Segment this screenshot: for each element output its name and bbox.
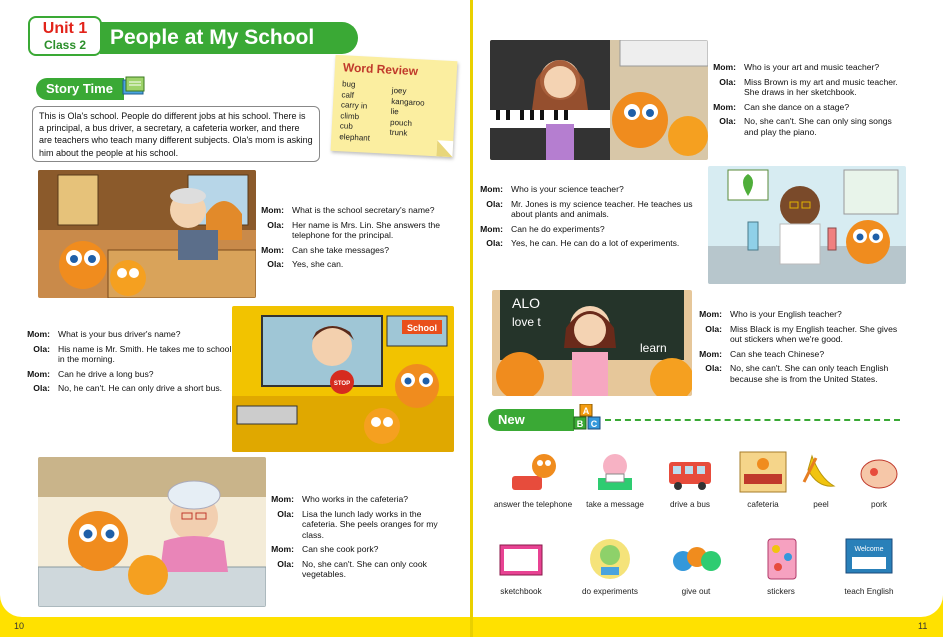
speaker: Ola: [267, 219, 284, 230]
page-title: People at My School [110, 26, 315, 49]
speaker: Ola: [267, 259, 284, 269]
art-dialog [708, 62, 908, 141]
line-text: Yes, he can. He can do a lot of experiments. [511, 238, 680, 248]
dialog-line [266, 544, 458, 555]
unit-badge [28, 16, 102, 56]
board-text-2: love t [512, 315, 541, 329]
dialog-line [256, 205, 456, 216]
word-label: take a message [586, 500, 644, 509]
review-word: elephant [339, 131, 371, 143]
review-word: calf [341, 89, 355, 100]
telephone-icon [506, 448, 560, 496]
dialog-line [475, 224, 705, 235]
speaker: Ola: [277, 558, 294, 569]
experiment-icon [583, 535, 637, 583]
dialog-line [694, 349, 906, 360]
speaker: Ola: [705, 323, 722, 334]
cafeteria-dialog [266, 494, 458, 584]
review-word: cub [339, 121, 354, 131]
unit-label: Unit 1 [42, 20, 88, 37]
title-bar [100, 22, 358, 54]
line-text: Miss Brown is my art and music teacher. She draws in her sketchbook. [744, 76, 898, 97]
speaker: Mom: [261, 205, 284, 215]
dialog-line [475, 184, 705, 195]
word-answer-the-telephone [488, 448, 578, 509]
word-label: sketchbook [500, 587, 542, 596]
message-icon [588, 448, 642, 496]
stop-sign-text: STOP [333, 381, 351, 387]
speaker: Mom: [699, 309, 722, 319]
speaker: Mom: [27, 368, 50, 379]
bus-icon [663, 448, 717, 496]
board-text-3: learn [640, 341, 667, 355]
secretary-illustration [38, 170, 256, 298]
block-letter-a: A [582, 406, 590, 416]
page-number-right: 11 [918, 621, 928, 631]
english-dialog [694, 309, 906, 388]
speaker: Ola: [705, 363, 722, 373]
give-out-icon [669, 535, 723, 583]
review-word: lie [390, 106, 399, 117]
dialog-line [475, 199, 705, 220]
line-text: Mr. Jones is my science teacher. He teaches us about plants and animals. [511, 198, 693, 219]
word-review-col2 [389, 86, 425, 140]
line-text: Her name is Mrs. Lin. She answers the telephone for the principal. [292, 219, 441, 240]
word-label: cafeteria [747, 500, 779, 509]
dialog-line [266, 559, 458, 580]
line-text: Lisa the lunch lady works in the cafeteria. She peels oranges for my class. [302, 508, 438, 540]
secretary-dialog [256, 205, 456, 274]
review-word: trunk [389, 127, 408, 138]
story-time-label: Story Time [46, 81, 113, 96]
word-review-title: Word Review [342, 60, 419, 79]
word-sketchbook [476, 535, 566, 596]
dialog-line [694, 363, 906, 384]
line-text: No, she can't. She can only cook vegetables. [302, 558, 427, 579]
stickers-icon [754, 535, 808, 583]
word-teach-english [824, 535, 914, 596]
note-curl [436, 140, 453, 157]
line-text: Can he do experiments? [511, 223, 605, 234]
sketchbook-icon [494, 535, 548, 583]
line-text: Yes, she can. [292, 259, 344, 269]
science-illustration [708, 166, 906, 284]
word-do-experiments [565, 535, 655, 596]
dialog-line [22, 369, 232, 380]
dialog-line [256, 220, 456, 241]
word-label: do experiments [582, 587, 638, 596]
line-text: No, she can't. She can only teach English because she is from the United States. [730, 363, 889, 384]
speaker: Ola: [719, 76, 736, 87]
story-intro: This is Ola's school. People do different jobs at his school. There is a principal, a bus driver, a secretary, a cafeteria worker, and there are teachers who teach many different subjects. Ola's mom is asking him about the people at his school. [32, 106, 320, 162]
dialog-line [22, 329, 232, 340]
tv-welcome-text: Welcome [854, 546, 884, 553]
line-text: Who is your English teacher? [730, 309, 842, 319]
line-text: No, he can't. He can only drive a short bus. [58, 383, 223, 393]
new-words-heading [488, 409, 574, 449]
speaker: Mom: [271, 494, 294, 504]
speaker: Mom: [713, 101, 736, 112]
word-label: stickers [767, 587, 795, 596]
word-review-col1 [339, 79, 373, 144]
cafeteria-illustration [38, 457, 266, 607]
dialog-line [475, 238, 705, 249]
speaker: Ola: [719, 116, 736, 126]
block-letter-c: C [590, 419, 598, 429]
word-label: pork [871, 500, 887, 509]
english-illustration [492, 290, 692, 396]
page-number-left: 10 [14, 621, 25, 631]
word-label: teach English [844, 587, 894, 596]
word-give-out [651, 535, 741, 596]
teach-english-icon [842, 535, 896, 583]
speaker: Ola: [33, 343, 50, 354]
dialog-line [708, 62, 908, 73]
speaker: Mom: [699, 348, 722, 359]
line-text: Can he drive a long bus? [58, 368, 154, 379]
word-label: give out [681, 587, 711, 596]
line-text: Who is your art and music teacher? [744, 62, 880, 72]
speaker: Mom: [480, 223, 503, 234]
line-text: No, she can't. She can only sing songs and play the piano. [744, 116, 892, 137]
art-music-illustration [490, 40, 708, 160]
speaker: Mom: [713, 62, 736, 72]
word-stickers [736, 535, 826, 596]
dialog-line [256, 245, 456, 256]
dialog-line [266, 509, 458, 541]
new-words-divider [605, 419, 900, 421]
dialog-line [708, 77, 908, 98]
board-text-1: ALO [512, 295, 541, 311]
bus-illustration [232, 306, 454, 452]
dialog-line [708, 102, 908, 113]
line-text: What is the school secretary's name? [292, 205, 435, 215]
review-word: joey [391, 85, 407, 96]
bus-dialog [22, 329, 232, 398]
line-text: Can she cook pork? [302, 544, 379, 554]
bus-school-sign: School [406, 323, 438, 333]
dialog-line [256, 259, 456, 270]
review-word: climb [340, 110, 360, 121]
line-text: Miss Black is my English teacher. She gives out stickers when we're good. [730, 323, 898, 344]
word-label: drive a bus [669, 500, 711, 509]
pork-icon [852, 448, 906, 496]
review-word: kangaroo [391, 96, 425, 108]
dialog-line [22, 383, 232, 394]
science-dialog [475, 184, 705, 253]
line-text: Who is your science teacher? [511, 184, 624, 194]
review-word: pouch [389, 117, 413, 128]
abc-blocks-icon [572, 404, 604, 434]
line-text: Can she teach Chinese? [730, 348, 825, 359]
word-label: peel [813, 500, 829, 509]
word-label: answer the telephone [493, 500, 573, 509]
line-text: Who works in the cafeteria? [302, 494, 409, 504]
dialog-line [266, 494, 458, 505]
speaker: Ola: [33, 383, 50, 393]
dialog-line [694, 309, 906, 320]
line-text: Can she take messages? [292, 244, 389, 255]
dialog-line [708, 116, 908, 137]
speaker: Mom: [480, 184, 503, 194]
speaker: Ola: [486, 198, 503, 209]
speaker: Ola: [277, 508, 294, 519]
dialog-line [22, 344, 232, 365]
line-text: What is your bus driver's name? [58, 329, 181, 339]
story-time-heading [36, 78, 124, 100]
review-word: bug [341, 79, 356, 89]
speaker: Mom: [261, 244, 284, 255]
class-label: Class 2 [43, 38, 87, 52]
block-letter-b: B [576, 419, 584, 429]
speaker: Ola: [486, 238, 503, 248]
line-text: Can she dance on a stage? [744, 101, 850, 112]
review-word: carry in [340, 100, 368, 111]
speaker: Mom: [27, 329, 50, 339]
new-words-label: New Words [498, 412, 539, 449]
speaker: Mom: [271, 544, 294, 554]
word-review-note [331, 55, 458, 157]
dialog-line [694, 324, 906, 345]
line-text: His name is Mr. Smith. He takes me to school in the morning. [58, 343, 232, 364]
word-pork [834, 448, 924, 509]
book-icon [120, 72, 148, 100]
